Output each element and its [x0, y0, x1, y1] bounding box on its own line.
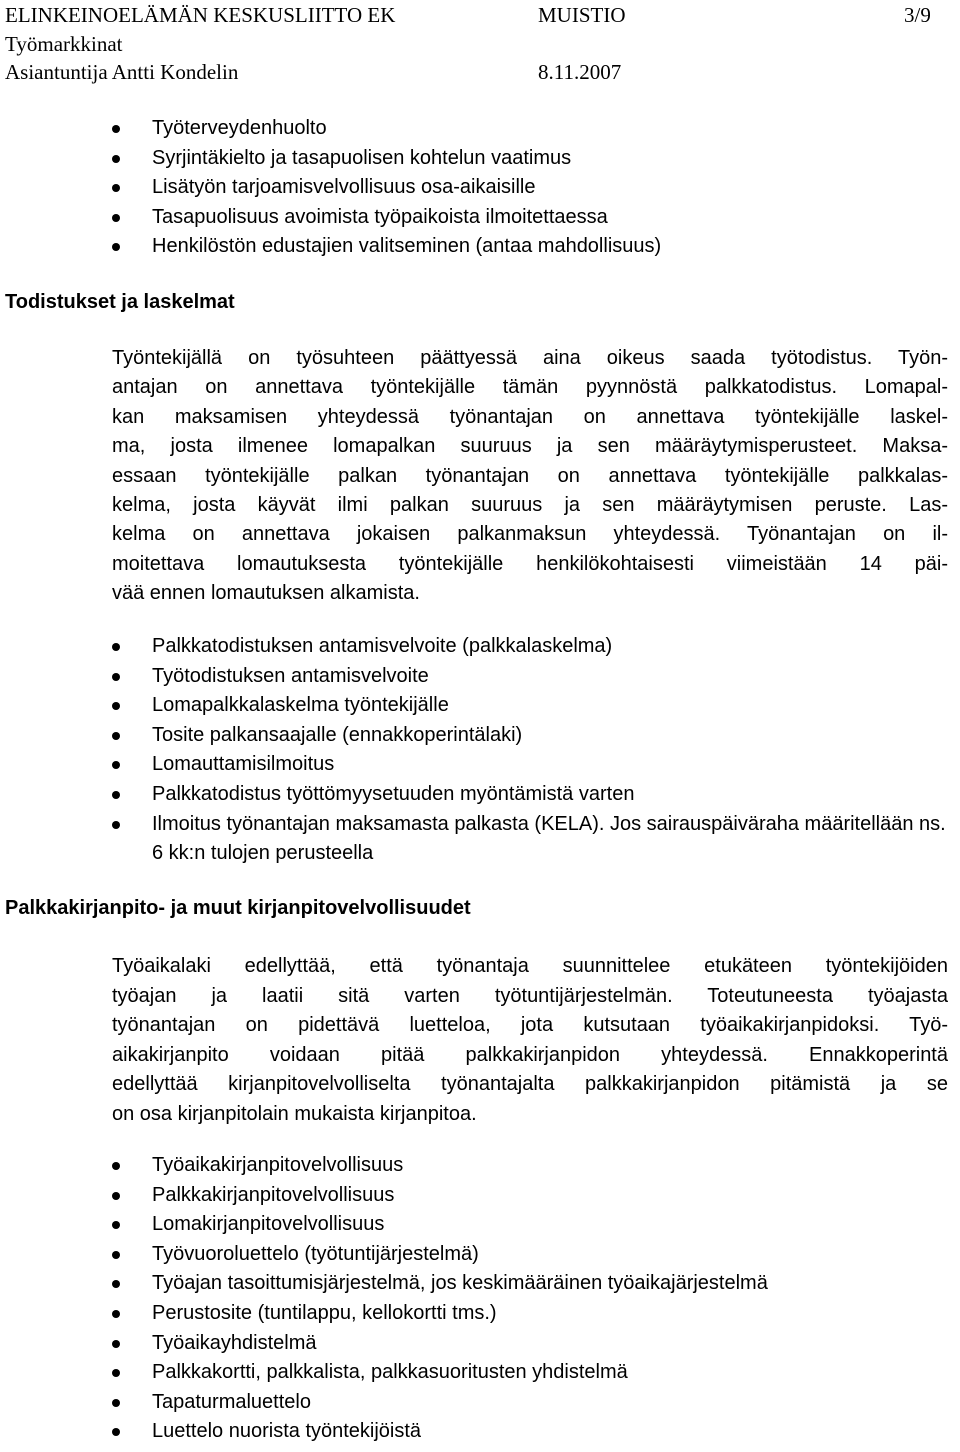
- bullet-icon: [112, 761, 120, 769]
- list-item: Lomapalkkalaskelma työntekijälle: [0, 691, 952, 721]
- paragraph-line: aikakirjanpito voidaan pitää palkkakirjanpidon yhteydessä. Ennakkoperintä: [112, 1043, 948, 1066]
- paragraph-line: moitettava lomautuksesta työntekijälle henkilökohtaisesti viimeistään 14 päi-: [112, 552, 948, 575]
- list-item: Palkkakirjanpitovelvollisuus: [0, 1181, 768, 1211]
- list-item: Työvuoroluettelo (työtuntijärjestelmä): [0, 1240, 768, 1270]
- header-org: ELINKEINOELÄMÄN KESKUSLIITTO EK: [5, 3, 396, 27]
- list-item: Työajan tasoittumisjärjestelmä, jos keskimääräinen työaikajärjestelmä: [0, 1269, 768, 1299]
- section-paragraph: [112, 952, 948, 1130]
- bullet-list-3: [0, 1151, 768, 1447]
- bullet-icon: [112, 155, 120, 163]
- bullet-icon: [112, 1280, 120, 1288]
- bullet-icon: [112, 791, 120, 799]
- paragraph-line: kan maksamisen yhteydessä työnantajan on annettava työntekijälle laskel-: [112, 405, 948, 428]
- header-date: 8.11.2007: [538, 60, 622, 84]
- list-item: Tapaturmaluettelo: [0, 1388, 768, 1418]
- paragraph-line: Työaikalaki edellyttää, että työnantaja suunnittelee etukäteen työntekijöiden: [112, 955, 948, 977]
- bullet-icon: [112, 1340, 120, 1348]
- list-item: Tasapuolisuus avoimista työpaikoista ilmoitettaessa: [0, 203, 661, 233]
- section-heading: Todistukset ja laskelmat: [5, 291, 235, 313]
- list-item: Lomakirjanpitovelvollisuus: [0, 1210, 768, 1240]
- section-paragraph: [112, 344, 948, 609]
- bullet-icon: [112, 732, 120, 740]
- paragraph-line: antajan on annettava työntekijälle tämän pyynnöstä palkkatodistus. Lomapal-: [112, 376, 948, 399]
- list-item: Luettelo nuorista työntekijöistä: [0, 1417, 768, 1447]
- list-item: Palkkatodistuksen antamisvelvoite (palkkalaskelma): [0, 632, 952, 662]
- list-item: Ilmoitus työnantajan maksamasta palkasta (KELA). Jos sairauspäiväraha määritellään ns. 6 kk:n tulojen perusteella: [0, 810, 952, 869]
- bullet-icon: [112, 1310, 120, 1318]
- bullet-icon: [112, 673, 120, 681]
- list-item: Työterveydenhuolto: [0, 114, 661, 144]
- list-item: Perustosite (tuntilappu, kellokortti tms.): [0, 1299, 768, 1329]
- list-item: Työaikakirjanpitovelvollisuus: [0, 1151, 768, 1181]
- list-item: Syrjintäkielto ja tasapuolisen kohtelun vaatimus: [0, 144, 661, 174]
- bullet-icon: [112, 214, 120, 222]
- paragraph-line: kelma on annettava jokaisen palkanmaksun yhteydessä. Työnantajan on il-: [112, 523, 948, 546]
- header-author: Asiantuntija Antti Kondelin: [5, 60, 239, 84]
- bullet-list-2: [0, 632, 952, 869]
- paragraph-line: vää ennen lomautuksen alkamista.: [112, 582, 420, 605]
- bullet-list-1: [0, 114, 661, 262]
- bullet-icon: [112, 1251, 120, 1259]
- list-item: Palkkakortti, palkkalista, palkkasuoritusten yhdistelmä: [0, 1358, 768, 1388]
- bullet-icon: [112, 702, 120, 710]
- header-doc-type: MUISTIO: [538, 3, 626, 27]
- paragraph-line: ma, josta ilmenee lomapalkan suuruus ja sen määräytymisperusteet. Maksa-: [112, 435, 948, 458]
- section-heading: Palkkakirjanpito- ja muut kirjanpitovelvollisuudet: [5, 897, 471, 919]
- bullet-icon: [112, 125, 120, 133]
- bullet-icon: [112, 1221, 120, 1229]
- paragraph-line: kelma, josta käyvät ilmi palkan suuruus ja sen määräytymisen peruste. Las-: [112, 494, 948, 517]
- paragraph-line: on osa kirjanpitolain mukaista kirjanpitoa.: [112, 1102, 477, 1125]
- bullet-icon: [112, 1162, 120, 1170]
- bullet-icon: [112, 821, 120, 829]
- bullet-icon: [112, 1369, 120, 1377]
- list-item: Lomauttamisilmoitus: [0, 750, 952, 780]
- bullet-icon: [112, 184, 120, 192]
- paragraph-line: työajan ja laatii sitä varten työtuntijärjestelmän. Toteutuneesta työajasta: [112, 984, 948, 1007]
- paragraph-line: edellyttää kirjanpitovelvolliselta työnantajalta palkkakirjanpidon pitämistä ja se: [112, 1073, 948, 1096]
- list-item: Työaikayhdistelmä: [0, 1329, 768, 1359]
- list-item: Tosite palkansaajalle (ennakkoperintälaki): [0, 721, 952, 751]
- list-item: Lisätyön tarjoamisvelvollisuus osa-aikaisille: [0, 173, 661, 203]
- header-topic: Työmarkkinat: [5, 32, 123, 56]
- list-item: Työtodistuksen antamisvelvoite: [0, 662, 952, 692]
- bullet-icon: [112, 1192, 120, 1200]
- paragraph-line: essaan työntekijälle palkan työnantajan on annettava työntekijälle palkkalas-: [112, 464, 948, 487]
- header-page-number: 3/9: [904, 3, 931, 27]
- bullet-icon: [112, 643, 120, 651]
- list-item: Henkilöstön edustajien valitseminen (antaa mahdollisuus): [0, 232, 661, 262]
- paragraph-line: Työntekijällä on työsuhteen päättyessä aina oikeus saada työtodistus. Työn-: [112, 347, 948, 369]
- list-item: Palkkatodistus työttömyysetuuden myöntämistä varten: [0, 780, 952, 810]
- paragraph-line: työnantajan on pidettävä luetteloa, jota kutsutaan työaikakirjanpidoksi. Työ-: [112, 1014, 948, 1037]
- bullet-icon: [112, 1399, 120, 1407]
- bullet-icon: [112, 243, 120, 251]
- bullet-icon: [112, 1428, 120, 1436]
